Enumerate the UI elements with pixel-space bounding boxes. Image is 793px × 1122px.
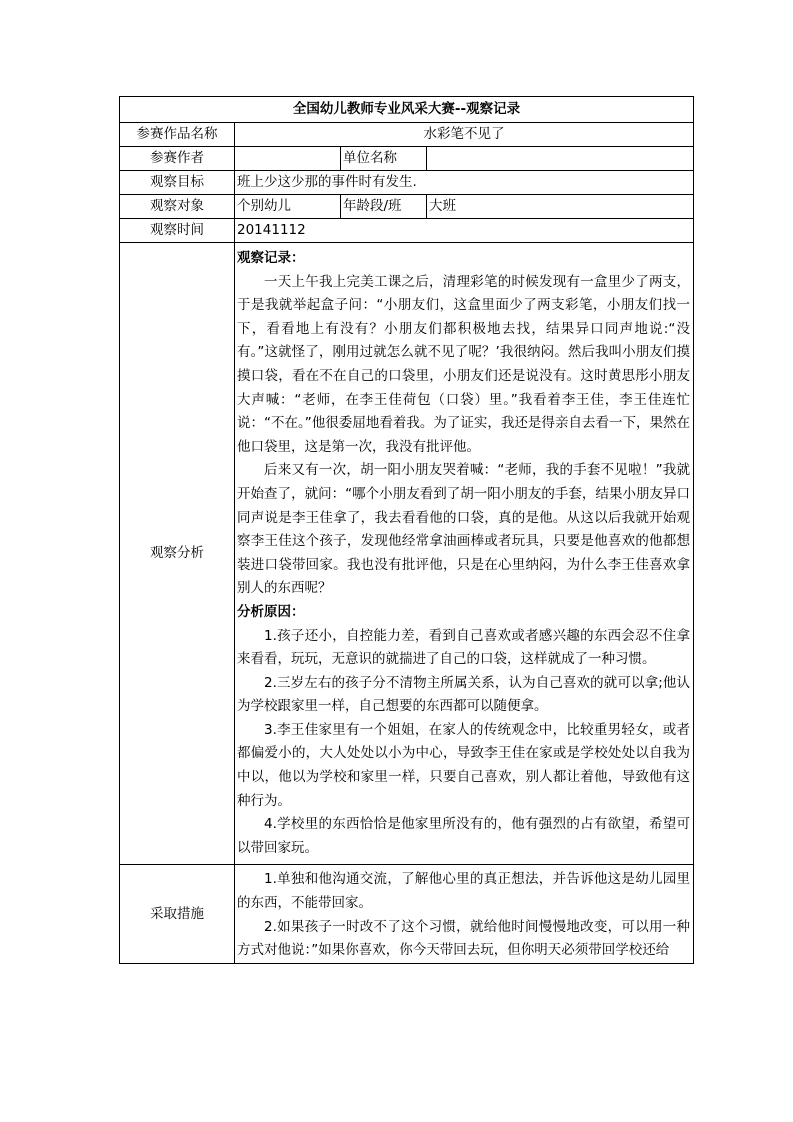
form-title: 全国幼儿教师专业风采大赛--观察记录 xyxy=(120,97,694,123)
age-value: 大班 xyxy=(427,195,694,219)
unit-label: 单位名称 xyxy=(341,147,427,171)
record-paragraph: 一天上午我上完美工课之后，清理彩笔的时候发现有一盒里少了两支，于是我就举起盒子问：“小朋友们，这盒里面少了两支彩笔，小朋友们找一下，看看地上有没有？小朋友们都积极地去找，结果异口同声地说:“没有。”这就怪了，刚用过就怎么就不见了呢？’我很纳闷。然后我叫小朋友们摸摸口袋，看在不在自己的口袋里，小朋友们还是说没有。这时黄思彤小朋友大声喊：“老师，在李王佳荷包（口袋）里。”我看着李王佳，李王佳连忙说：“不在。”他很委屈地看着我。为了证实，我还是得亲自去看一下，果然在他口袋里，这是第一次，我没有批评他。 xyxy=(237,273,691,455)
reason-heading: 分析原因： xyxy=(237,603,305,620)
time-value: 20141112 xyxy=(235,219,694,243)
reason-item: 2.三岁左右的孩子分不清物主所属关系，认为自己喜欢的就可以拿;他认为学校跟家里一样，自己想要的东西都可以随便拿。 xyxy=(237,674,691,715)
reason-item: 4.学校里的东西恰恰是他家里所没有的，他有强烈的占有欲望，希望可以带回家玩。 xyxy=(237,816,691,856)
work-name-label: 参赛作品名称 xyxy=(120,123,235,147)
reason-item: 1.孩子还小，自控能力差，看到自己喜欢或者感兴趣的东西会忍不住拿来看看，玩玩，无意识的就揣进了自己的口袋，这样就成了一种习惯。 xyxy=(237,627,691,668)
time-label: 观察时间 xyxy=(120,219,235,243)
analysis-label: 观察分析 xyxy=(120,243,235,865)
observation-table xyxy=(119,96,694,964)
record-paragraph: 后来又有一次，胡一阳小朋友哭着喊：“老师，我的手套不见啦！”我就开始查了，就问：“哪个小朋友看到了胡一阳小朋友的手套，结果小朋友异口同声说是李王佳拿了，我去看看他的口袋，真的是他。从这以后我就开始观察李王佳这个孩子，发现他经常拿油画棒或者玩具，只要是他喜欢的他都想装进口袋带回家。我也没有批评他，只是在心里纳闷，为什么李王佳喜欢拿别人的东西呢？ xyxy=(237,462,691,597)
measure-item: 1.单独和他沟通交流，了解他心里的真正想法，并告诉他这是幼儿园里的东西，不能带回家。 xyxy=(237,871,691,912)
subject-value: 个别幼儿 xyxy=(235,195,341,219)
work-name-value: 水彩笔不见了 xyxy=(235,123,694,147)
goal-label: 观察目标 xyxy=(120,171,235,195)
reason-item: 3.李王佳家里有一个姐姐，在家人的传统观念中，比较重男轻女，或者都偏爱小的，大人处处以小为中心，导致李王佳在家或是学校处处以自我为中以，他以为学校和家里一样，只要自己喜欢，别人都让着他，导致他有这种行为。 xyxy=(237,721,691,809)
goal-value: 班上少这少那的事件时有发生. xyxy=(235,171,694,195)
measures-label: 采取措施 xyxy=(120,865,235,964)
subject-label: 观察对象 xyxy=(120,195,235,219)
measure-item: 2.如果孩子一时改不了这个习惯，就给他时间慢慢地改变，可以用一种方式对他说：”如果你喜欢，你今天带回去玩，但你明天必须带回学校还给 xyxy=(237,918,691,959)
author-label: 参赛作者 xyxy=(120,147,235,171)
record-heading: 观察记录： xyxy=(237,250,305,266)
author-value xyxy=(235,147,341,171)
measures-body xyxy=(235,865,694,964)
age-label: 年龄段/班 xyxy=(341,195,427,219)
analysis-body xyxy=(235,243,694,865)
unit-value xyxy=(427,147,694,171)
